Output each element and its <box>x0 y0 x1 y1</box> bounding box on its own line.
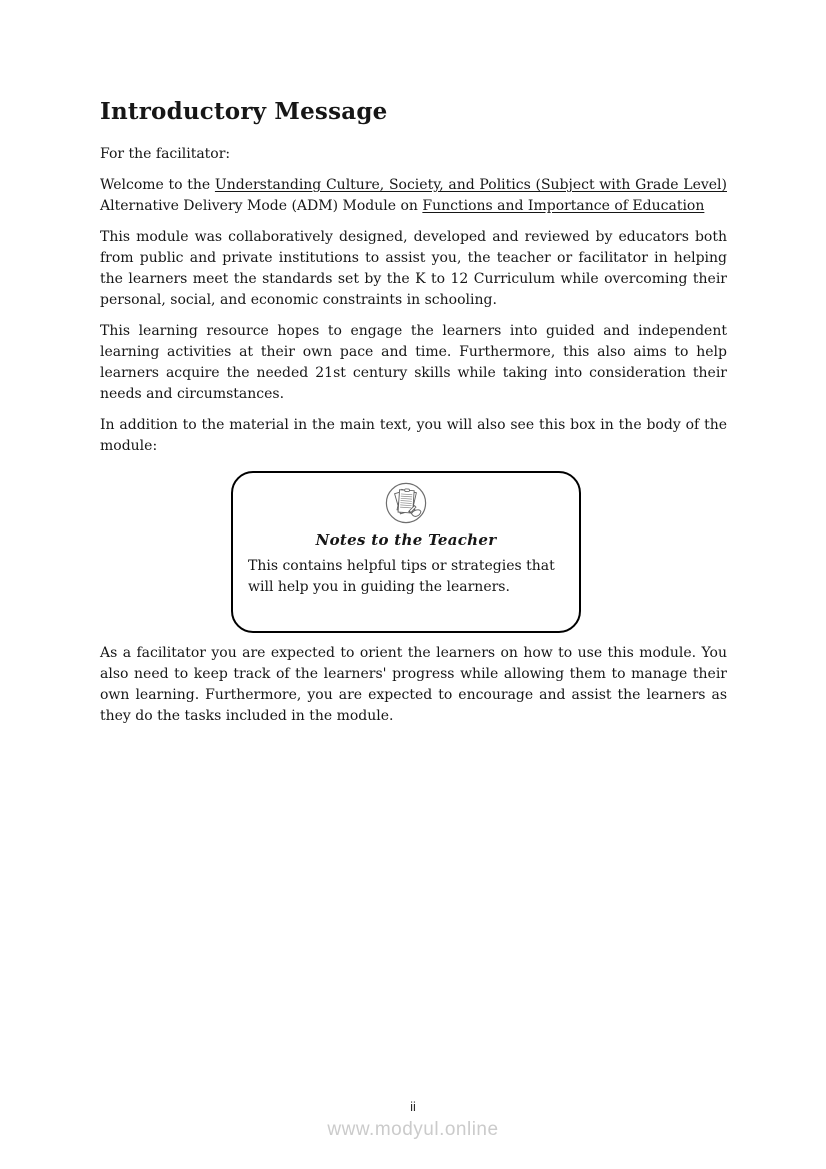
watermark: www.modyul.online <box>327 1119 499 1140</box>
clipboard-pen-icon <box>233 482 579 524</box>
underlined-subject-title: Understanding Culture, Society, and Politics (Subject with Grade Level) <box>214 177 727 193</box>
page-number: ii <box>410 1099 416 1114</box>
welcome-paragraph <box>100 175 727 217</box>
page-title: Introductory Message <box>100 98 388 125</box>
page-content <box>100 0 727 727</box>
paragraph-facilitator-role: As a facilitator you are expected to orient the learners on how to use this module. You also need to keep track of the learners' progress while allowing them to manage their own learning. Furthermore, you are expected to encourage and assist the learners as they do the tasks included in the module. <box>100 645 727 724</box>
paragraph-box-intro: In addition to the material in the main text, you will also see this box in the body of the module: <box>100 417 727 454</box>
welcome-text-mid: Alternative Delivery Mode (ADM) Module on <box>100 198 423 214</box>
notes-box-title: Notes to the Teacher <box>315 531 497 549</box>
paragraph-module-design: This module was collaboratively designed, developed and reviewed by educators both from public and private institutions to assist you, the teacher or facilitator in helping the learners meet the standards set by the K to 12 Curriculum while overcoming their personal, social, and economic constraints in schooling. <box>100 229 727 308</box>
notes-box-text: This contains helpful tips or strategies that will help you in guiding the learners. <box>248 558 555 595</box>
welcome-text-pre: Welcome to the <box>100 177 215 193</box>
underlined-module-title: Functions and Importance of Education <box>422 198 705 214</box>
paragraph-learning-resource: This learning resource hopes to engage the learners into guided and independent learning activities at their own pace and time. Furthermore, this also aims to help learners acquire the needed 21st century skills while taking into consideration their needs and circumstances. <box>100 323 727 402</box>
notes-to-teacher-box <box>231 471 581 633</box>
salutation: For the facilitator: <box>100 146 231 162</box>
